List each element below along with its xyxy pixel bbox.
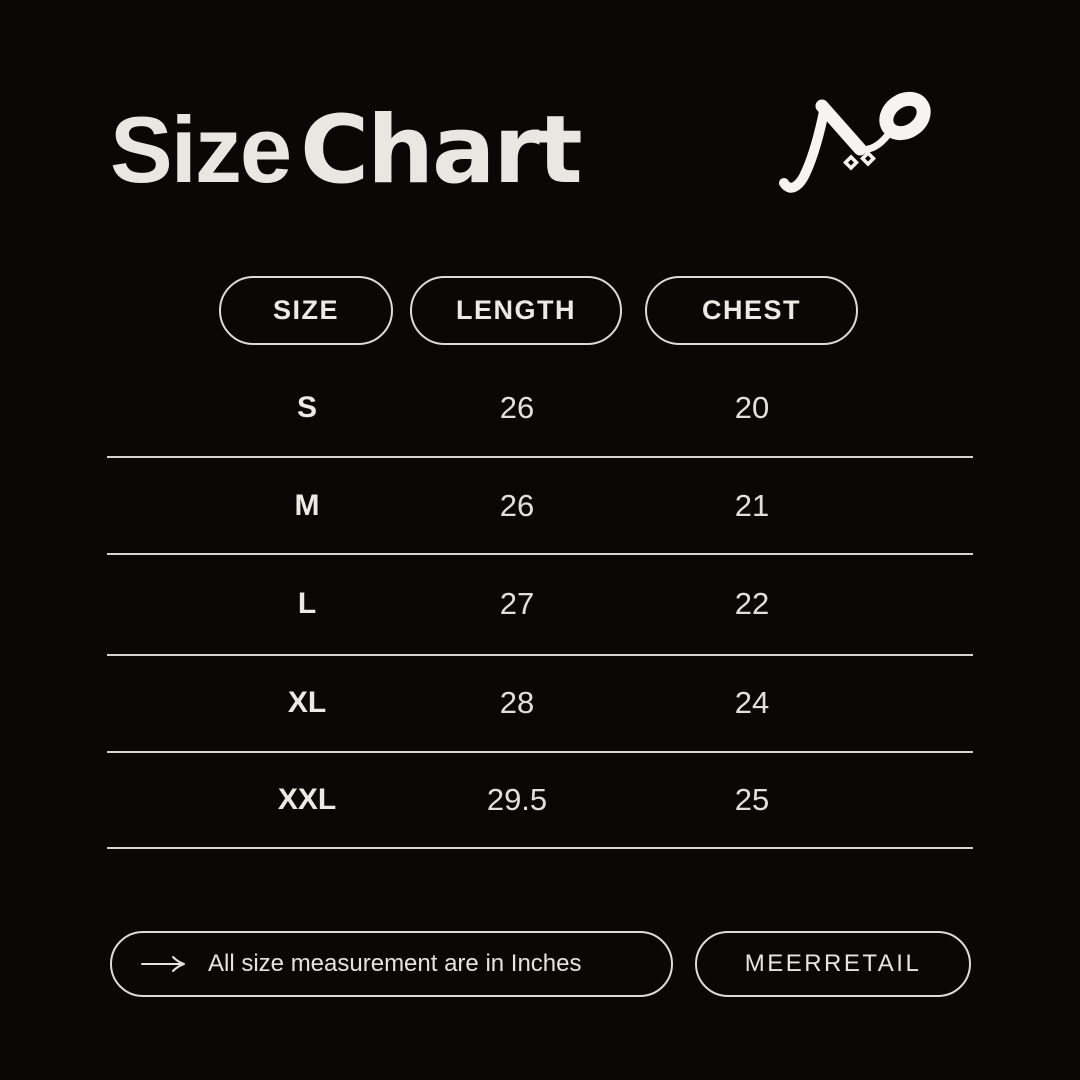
column-header-chest-label: CHEST (701, 295, 801, 325)
length-cell: 27 (499, 586, 535, 621)
row-divider (107, 456, 973, 458)
table-row (0, 579, 1080, 629)
column-header-length (410, 276, 622, 345)
row-divider (107, 654, 973, 656)
length-cell: 29.5 (486, 782, 548, 817)
size-cell: M (294, 489, 320, 522)
column-header-size (219, 276, 393, 345)
brand-name-text: MEERRETAIL (744, 950, 922, 977)
column-header-size-label: SIZE (272, 295, 339, 325)
column-header-length-label: LENGTH (456, 295, 576, 325)
length-cell: 28 (499, 685, 535, 720)
size-cell: L (297, 587, 317, 620)
row-divider (107, 751, 973, 753)
length-cell: 26 (499, 488, 535, 523)
chest-cell: 21 (734, 488, 770, 523)
measurement-note-pill (110, 931, 673, 997)
brand-logo-meer-calligraphy-icon (778, 66, 953, 216)
table-row (0, 383, 1080, 433)
chest-cell: 25 (734, 782, 770, 817)
length-cell: 26 (499, 390, 535, 425)
table-row (0, 481, 1080, 531)
measurement-note-text: All size measurement are in Inches (208, 950, 582, 977)
chest-cell: 24 (734, 685, 770, 720)
row-divider (107, 847, 973, 849)
page-title-bold: Chart (300, 96, 581, 205)
table-row (0, 678, 1080, 728)
row-divider (107, 553, 973, 555)
brand-name-pill (695, 931, 971, 997)
column-header-chest (645, 276, 858, 345)
page-title-light: Size (110, 97, 291, 202)
table-row (0, 775, 1080, 825)
chest-cell: 20 (734, 390, 770, 425)
size-cell: XXL (277, 783, 337, 816)
right-arrow-icon (140, 955, 186, 973)
chest-cell: 22 (734, 586, 770, 621)
size-cell: S (296, 391, 318, 424)
size-cell: XL (287, 686, 327, 719)
page-title (110, 96, 581, 205)
